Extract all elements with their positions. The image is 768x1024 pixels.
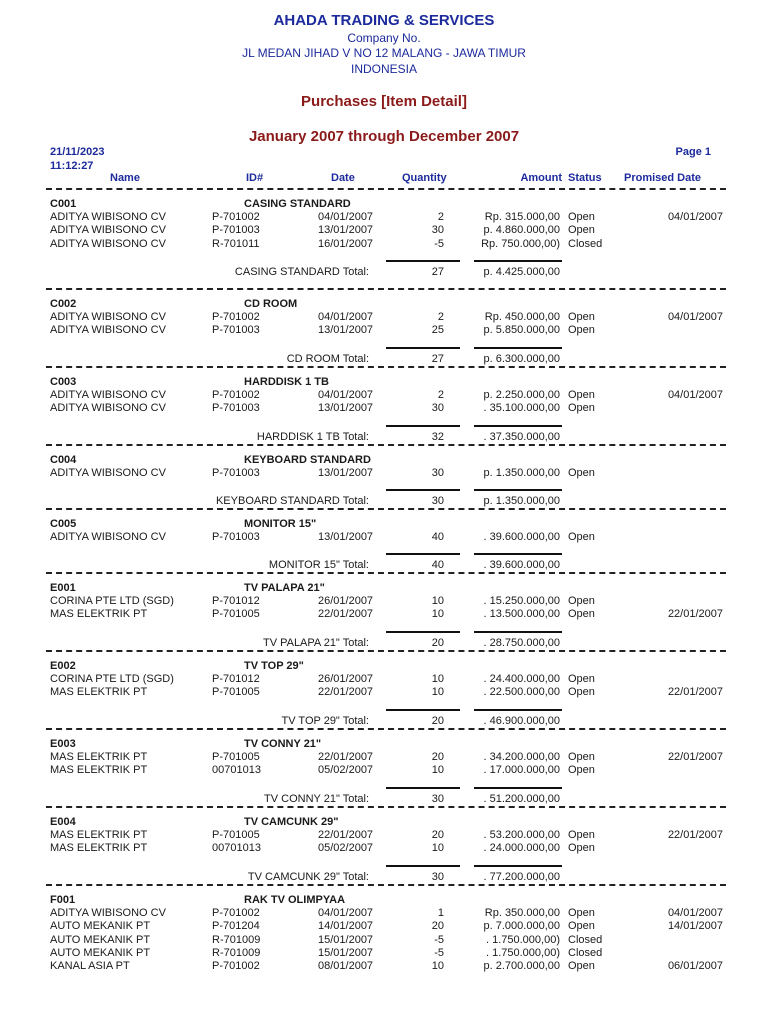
cell-id: P-701002 (212, 389, 260, 401)
total-rule (474, 425, 562, 427)
cell-qty: 40 (431, 531, 444, 543)
cell-amount: . 35.100.000,00 (483, 402, 560, 415)
table-row (0, 934, 768, 947)
cell-amount: . 15.250.000,00 (483, 595, 560, 607)
cell-amount: . 1.750.000,00) (485, 933, 560, 946)
cell-promised: 04/01/2007 (667, 389, 723, 401)
cell-id: R-701009 (212, 946, 261, 959)
cell-name: AUTO MEKANIK PT (50, 933, 151, 946)
col-header-name: Name (110, 172, 140, 184)
cell-status: Open (568, 608, 595, 621)
group-separator (46, 806, 726, 808)
group-separator (46, 572, 726, 574)
cell-name: AUTO MEKANIK PT (50, 920, 151, 933)
cell-id: P-701002 (212, 960, 260, 973)
table-row (0, 324, 768, 337)
cell-name: KANAL ASIA PT (50, 960, 130, 973)
cell-date: 13/01/2007 (318, 324, 374, 337)
table-row (0, 402, 768, 415)
print-time: 11:12:27 (50, 160, 94, 172)
item-code: C001 (50, 198, 77, 210)
report-title: Purchases [Item Detail] (301, 93, 467, 110)
company-number: Company No. (347, 31, 421, 45)
cell-id: P-701003 (212, 467, 260, 479)
table-row (0, 224, 768, 237)
cell-qty: 1 (437, 907, 444, 919)
group-total-label: TV TOP 29" Total: (281, 714, 369, 727)
group-total-amount: p. 1.350.000,00 (483, 495, 560, 508)
report-period: January 2007 through December 2007 (248, 128, 520, 145)
cell-name: CORINA PTE LTD (SGD) (50, 673, 174, 685)
cell-qty: 10 (431, 842, 444, 855)
cell-date: 15/01/2007 (318, 933, 374, 946)
total-rule (386, 865, 460, 867)
cell-id: P-701005 (212, 686, 260, 699)
cell-amount: . 39.600.000,00 (483, 531, 560, 543)
cell-name: MAS ELEKTRIK PT (50, 764, 148, 777)
total-rule (386, 631, 460, 633)
table-row (0, 829, 768, 842)
item-name: MONITOR 15" (244, 518, 317, 530)
total-rule (386, 425, 460, 427)
cell-qty: 20 (431, 751, 444, 763)
cell-status: Open (568, 467, 595, 479)
cell-name: CORINA PTE LTD (SGD) (50, 595, 174, 607)
cell-date: 22/01/2007 (318, 829, 374, 841)
total-rule (386, 553, 460, 555)
cell-status: Open (568, 211, 595, 223)
group-total-quantity: 32 (431, 430, 444, 443)
cell-promised: 04/01/2007 (667, 311, 723, 323)
cell-status: Open (568, 907, 595, 919)
item-name: KEYBOARD STANDARD (244, 454, 371, 466)
table-row (0, 960, 768, 973)
item-name: CD ROOM (244, 298, 298, 310)
item-name: TV CAMCUNK 29" (244, 816, 339, 828)
cell-name: ADITYA WIBISONO CV (50, 311, 166, 323)
cell-id: R-701009 (212, 933, 261, 946)
item-name: TV TOP 29" (244, 660, 304, 672)
item-code: F001 (50, 894, 76, 906)
group-total-quantity: 20 (431, 636, 444, 649)
cell-promised: 22/01/2007 (667, 686, 723, 699)
cell-name: AUTO MEKANIK PT (50, 946, 151, 959)
total-rule (474, 553, 562, 555)
cell-name: ADITYA WIBISONO CV (50, 324, 166, 337)
cell-id: P-701003 (212, 324, 260, 337)
cell-promised: 06/01/2007 (667, 960, 723, 973)
group-total-amount: . 37.350.000,00 (483, 430, 560, 443)
group-total-quantity: 27 (431, 352, 444, 365)
table-row (0, 751, 768, 764)
cell-id: R-701011 (212, 237, 260, 250)
cell-status: Open (568, 389, 595, 401)
total-rule (386, 260, 460, 262)
cell-status: Open (568, 531, 595, 543)
cell-status: Open (568, 224, 595, 237)
cell-date: 04/01/2007 (318, 311, 374, 323)
cell-qty: 10 (431, 960, 444, 973)
col-header-date: Date (331, 172, 355, 184)
cell-id: P-701002 (212, 311, 260, 323)
col-header-id: ID# (246, 172, 264, 184)
cell-name: MAS ELEKTRIK PT (50, 686, 148, 699)
cell-id: P-701012 (212, 673, 260, 685)
cell-promised: 22/01/2007 (667, 751, 723, 763)
cell-id: 00701013 (212, 764, 261, 777)
cell-qty: 10 (431, 764, 444, 777)
total-rule (474, 260, 562, 262)
group-total-label: CASING STANDARD Total: (234, 265, 369, 278)
cell-date: 26/01/2007 (318, 595, 374, 607)
cell-date: 13/01/2007 (318, 224, 374, 237)
cell-amount: p. 1.350.000,00 (483, 467, 560, 479)
cell-amount: . 22.500.000,00 (483, 686, 560, 699)
cell-date: 14/01/2007 (318, 920, 374, 933)
group-total-quantity: 20 (431, 714, 444, 727)
cell-amount: . 34.200.000,00 (483, 751, 560, 763)
cell-amount: Rp. 315.000,00 (484, 211, 560, 223)
group-total-label: TV PALAPA 21" Total: (262, 636, 369, 649)
table-row (0, 673, 768, 686)
table-row (0, 764, 768, 777)
total-rule (386, 709, 460, 711)
cell-qty: 2 (437, 389, 444, 401)
company-name: AHADA TRADING & SERVICES (273, 12, 495, 29)
cell-amount: . 1.750.000,00) (485, 946, 560, 959)
cell-status: Open (568, 829, 595, 841)
table-row (0, 531, 768, 544)
cell-date: 13/01/2007 (318, 402, 374, 415)
cell-status: Open (568, 324, 595, 337)
cell-name: MAS ELEKTRIK PT (50, 751, 148, 763)
cell-qty: 10 (431, 673, 444, 685)
table-row (0, 467, 768, 480)
cell-promised: 14/01/2007 (667, 920, 723, 933)
cell-status: Open (568, 402, 595, 415)
group-separator (46, 188, 726, 190)
cell-status: Closed (568, 237, 603, 250)
cell-amount: p. 4.860.000,00 (483, 224, 560, 237)
table-row (0, 595, 768, 608)
cell-amount: Rp. 750.000,00) (481, 237, 560, 250)
cell-status: Closed (568, 946, 603, 959)
item-code: C005 (50, 518, 77, 530)
cell-status: Open (568, 311, 595, 323)
cell-status: Open (568, 673, 595, 685)
col-header-promised-date: Promised Date (624, 172, 702, 184)
cell-qty: 30 (431, 467, 444, 479)
group-separator (46, 884, 726, 886)
cell-status: Open (568, 764, 595, 777)
group-total-quantity: 27 (431, 265, 444, 278)
cell-status: Open (568, 960, 595, 973)
item-name: TV PALAPA 21" (244, 582, 325, 594)
cell-qty: 2 (437, 311, 444, 323)
group-total-quantity: 30 (431, 870, 444, 883)
total-rule (474, 631, 562, 633)
table-row (0, 389, 768, 402)
cell-status: Open (568, 686, 595, 699)
cell-qty: 20 (431, 829, 444, 841)
cell-qty: 25 (431, 324, 444, 337)
cell-id: P-701005 (212, 608, 260, 621)
cell-qty: 30 (431, 402, 444, 415)
group-total-amount: . 28.750.000,00 (483, 636, 560, 649)
item-code: C003 (50, 376, 77, 388)
cell-qty: -5 (434, 237, 444, 250)
cell-amount: . 24.400.000,00 (483, 673, 560, 685)
cell-qty: -5 (434, 946, 444, 959)
cell-qty: 2 (437, 211, 444, 223)
cell-id: P-701012 (212, 595, 260, 607)
cell-id: P-701002 (212, 211, 260, 223)
cell-qty: 10 (431, 595, 444, 607)
group-total-label: TV CONNY 21" Total: (264, 792, 369, 805)
group-total-label: MONITOR 15" Total: (268, 559, 369, 572)
cell-id: P-701002 (212, 907, 260, 919)
col-header-status: Status (568, 172, 602, 184)
table-row (0, 907, 768, 920)
cell-status: Open (568, 842, 595, 855)
cell-promised: 22/01/2007 (667, 829, 723, 841)
group-total-amount: . 39.600.000,00 (483, 559, 560, 572)
group-total-amount: . 77.200.000,00 (483, 870, 560, 883)
cell-name: MAS ELEKTRIK PT (50, 608, 148, 621)
cell-name: ADITYA WIBISONO CV (50, 211, 166, 223)
cell-name: ADITYA WIBISONO CV (50, 402, 166, 415)
cell-date: 15/01/2007 (318, 946, 374, 959)
group-total-quantity: 30 (431, 495, 444, 508)
cell-status: Closed (568, 933, 603, 946)
table-row (0, 947, 768, 960)
cell-id: P-701003 (212, 531, 260, 543)
total-rule (386, 787, 460, 789)
cell-id: P-701204 (212, 920, 260, 933)
cell-qty: -5 (434, 933, 444, 946)
cell-amount: Rp. 350.000,00 (484, 907, 560, 919)
cell-name: ADITYA WIBISONO CV (50, 907, 166, 919)
cell-name: MAS ELEKTRIK PT (50, 829, 148, 841)
cell-date: 22/01/2007 (318, 751, 374, 763)
cell-qty: 20 (431, 920, 444, 933)
total-rule (474, 489, 562, 491)
group-total-label: KEYBOARD STANDARD Total: (215, 495, 369, 508)
page-number: Page 1 (675, 146, 711, 158)
group-separator (46, 728, 726, 730)
cell-promised: 04/01/2007 (667, 907, 723, 919)
cell-name: ADITYA WIBISONO CV (50, 224, 166, 237)
cell-amount: . 17.000.000,00 (483, 764, 560, 777)
cell-amount: . 53.200.000,00 (483, 829, 560, 841)
cell-amount: Rp. 450.000,00 (484, 311, 560, 323)
cell-id: 00701013 (212, 842, 261, 855)
item-code: E002 (50, 660, 76, 672)
item-code: E003 (50, 738, 76, 750)
group-total-label: TV CAMCUNK 29" Total: (247, 870, 369, 883)
cell-date: 13/01/2007 (318, 467, 374, 479)
cell-name: MAS ELEKTRIK PT (50, 842, 148, 855)
cell-amount: p. 2.250.000,00 (483, 389, 560, 401)
group-separator (46, 444, 726, 446)
cell-amount: p. 7.000.000,00 (483, 920, 560, 933)
table-row (0, 311, 768, 324)
item-code: C002 (50, 298, 77, 310)
item-name: CASING STANDARD (244, 198, 351, 210)
col-header-quantity: Quantity (402, 172, 447, 184)
table-row (0, 686, 768, 699)
table-row (0, 842, 768, 855)
group-total-amount: p. 4.425.000,00 (483, 265, 560, 278)
total-rule (474, 787, 562, 789)
cell-date: 22/01/2007 (318, 608, 374, 621)
total-rule (474, 709, 562, 711)
group-total-amount: p. 6.300.000,00 (483, 352, 560, 365)
cell-qty: 30 (431, 224, 444, 237)
group-total-label: CD ROOM Total: (286, 352, 369, 365)
cell-name: ADITYA WIBISONO CV (50, 237, 166, 250)
cell-date: 04/01/2007 (318, 389, 374, 401)
cell-date: 08/01/2007 (318, 960, 374, 973)
group-total-quantity: 40 (431, 559, 444, 572)
cell-id: P-701003 (212, 402, 260, 415)
item-name: HARDDISK 1 TB (244, 376, 329, 388)
cell-date: 13/01/2007 (318, 531, 374, 543)
group-total-amount: . 51.200.000,00 (483, 792, 560, 805)
item-code: E001 (50, 582, 76, 594)
group-total-label: HARDDISK 1 TB Total: (256, 430, 369, 443)
group-separator (46, 508, 726, 510)
cell-promised: 04/01/2007 (667, 211, 723, 223)
table-row (0, 920, 768, 933)
group-total-amount: . 46.900.000,00 (483, 714, 560, 727)
cell-name: ADITYA WIBISONO CV (50, 467, 166, 479)
group-total-quantity: 30 (431, 792, 444, 805)
cell-id: P-701005 (212, 751, 260, 763)
cell-date: 04/01/2007 (318, 211, 374, 223)
col-header-amount: Amount (520, 172, 562, 184)
cell-date: 04/01/2007 (318, 907, 374, 919)
cell-amount: . 13.500.000,00 (483, 608, 560, 621)
company-address: JL MEDAN JIHAD V NO 12 MALANG - JAWA TIMUR (242, 46, 526, 60)
cell-status: Open (568, 595, 595, 607)
item-code: E004 (50, 816, 76, 828)
group-separator (46, 366, 726, 368)
cell-date: 05/02/2007 (318, 842, 374, 855)
cell-id: P-701003 (212, 224, 260, 237)
cell-qty: 10 (431, 686, 444, 699)
cell-promised: 22/01/2007 (667, 608, 723, 621)
total-rule (474, 347, 562, 349)
cell-status: Open (568, 751, 595, 763)
cell-id: P-701005 (212, 829, 260, 841)
total-rule (386, 347, 460, 349)
print-date: 21/11/2023 (50, 146, 105, 158)
cell-date: 22/01/2007 (318, 686, 374, 699)
cell-amount: p. 5.850.000,00 (483, 324, 560, 337)
item-code: C004 (50, 454, 77, 466)
item-name: RAK TV OLIMPYAA (244, 894, 346, 906)
cell-date: 05/02/2007 (318, 764, 374, 777)
cell-amount: . 24.000.000,00 (483, 842, 560, 855)
cell-name: ADITYA WIBISONO CV (50, 531, 166, 543)
cell-date: 26/01/2007 (318, 673, 374, 685)
cell-amount: p. 2.700.000,00 (483, 960, 560, 973)
table-row (0, 608, 768, 621)
cell-name: ADITYA WIBISONO CV (50, 389, 166, 401)
cell-qty: 10 (431, 608, 444, 621)
cell-status: Open (568, 920, 595, 933)
total-rule (474, 865, 562, 867)
table-row (0, 238, 768, 251)
table-row (0, 211, 768, 224)
cell-date: 16/01/2007 (318, 237, 374, 250)
group-separator (46, 288, 726, 290)
company-country: INDONESIA (350, 62, 417, 76)
total-rule (386, 489, 460, 491)
item-name: TV CONNY 21" (244, 738, 322, 750)
group-separator (46, 650, 726, 652)
